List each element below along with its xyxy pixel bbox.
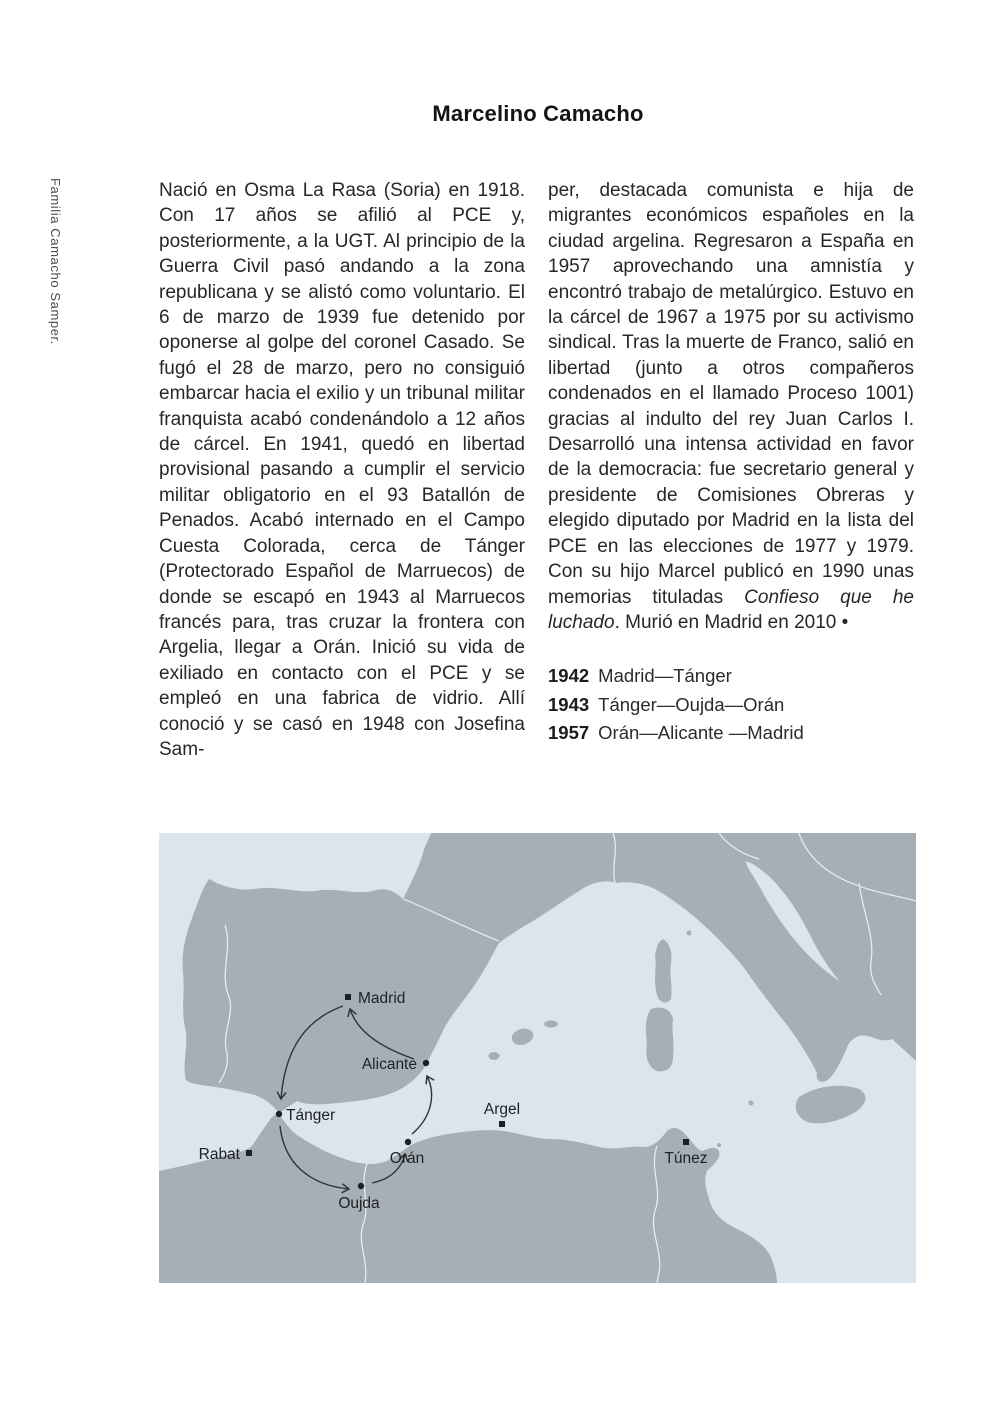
city-label-argel: Argel: [483, 1101, 521, 1118]
city-marker-tanger: [276, 1111, 282, 1117]
city-label-tanger: Tánger: [286, 1107, 336, 1124]
paragraph-right: [548, 178, 914, 635]
island-ibiza: [489, 1052, 500, 1060]
timeline-route: Tánger—Oujda—Orán: [598, 693, 785, 715]
mediterranean-route-map: [159, 833, 916, 1283]
article-body: [159, 178, 917, 762]
page-title: Marcelino Camacho: [432, 101, 644, 126]
city-label-oran: Orán: [389, 1150, 425, 1167]
island-pantelleria: [749, 1101, 754, 1106]
timeline-row: [548, 662, 914, 691]
city-marker-oujda: [358, 1183, 364, 1189]
city-marker-madrid: [345, 994, 351, 1000]
photo-credit-caption: Familia Camacho Samper.: [48, 178, 63, 345]
island-galite: [717, 1143, 721, 1147]
book-title: Confieso que he luchado: [548, 586, 914, 633]
city-marker-alicante: [423, 1060, 429, 1066]
paragraph-left: Nació en Osma La Rasa (Soria) en 1918. Con 17 años se afilió al PCE y, posteriormente, a la UGT. Al principio de la Guerra Civil pasó andando a la zona republicana y se alistó como voluntario. El 6 de marzo de 1939 fue detenido por oponerse al golpe del coronel Casado. Se fugó el 28 de marzo, pero no consiguió embarcar hacia el exilio y un tribunal militar franquista acabó condenándolo a 12 años de cárcel. En 1941, quedó en libertad provisional pasando a cumplir el servicio militar obligatorio en el 93 Batallón de Penados. Acabó internado en el Campo Cuesta Colorada, cerca de Tánger (Protectorado Español de Marruecos) de donde se escapó en 1943 al Marruecos francés para, tras cruzar la frontera con Argelia, llegar a Orán. Inició su vida de exiliado en contacto con el PCE y se empleó en una fabrica de vidrio. Allí conoció y se casó en 1948 con Josefina Sam-: [159, 180, 525, 760]
city-label-madrid: Madrid: [358, 990, 406, 1007]
city-label-rabat: Rabat: [198, 1146, 240, 1163]
paragraph-right-text: per, destacada comunista e hija de migrantes económicos españoles en la ciudad argelina. Regresaron a España en 1957 aprovechando una amnistía y encontró trabajo de metalúrgico. Estuvo en la cárcel de 1967 a 1975 por su activismo sindical. Tras la muerte de Franco, salió en libertad (junto a otros compañeros condenados en el llamado Proceso 1001) gracias al indulto del rey Juan Carlos I. Desarrolló una intensa actividad en favor de la democracia: fue secretario general y presidente de Comisiones Obreras y elegido diputado por Madrid en la lista del PCE en las elecciones de 1977 y 1979. Con su hijo Marcel publicó en 1990 unas memorias tituladas: [548, 180, 914, 608]
city-label-tunez: Túnez: [664, 1150, 708, 1167]
timeline-year: 1943: [548, 693, 590, 715]
city-marker-tunez: [683, 1139, 689, 1145]
timeline-row: [548, 719, 914, 748]
city-marker-argel: [499, 1121, 505, 1127]
journey-timeline: [548, 662, 914, 748]
island-corsica: [655, 939, 672, 1002]
timeline-row: [548, 691, 914, 720]
island-menorca: [544, 1021, 558, 1028]
timeline-route: Madrid—Tánger: [598, 665, 732, 687]
article-column-right: [548, 178, 914, 762]
timeline-year: 1942: [548, 665, 590, 687]
city-label-oujda: Oujda: [338, 1195, 380, 1212]
timeline-route: Orán—Alicante —Madrid: [598, 722, 804, 744]
paragraph-right-end: . Murió en Madrid en 2010 •: [614, 611, 849, 633]
city-marker-oran: [405, 1139, 411, 1145]
city-marker-rabat: [246, 1150, 252, 1156]
island-sardinia: [646, 1007, 674, 1071]
timeline-year: 1957: [548, 722, 590, 744]
article-column-left: [159, 178, 525, 762]
island-elba: [687, 931, 692, 936]
city-label-alicante: Alicante: [361, 1056, 417, 1073]
map-svg: [159, 833, 916, 1283]
